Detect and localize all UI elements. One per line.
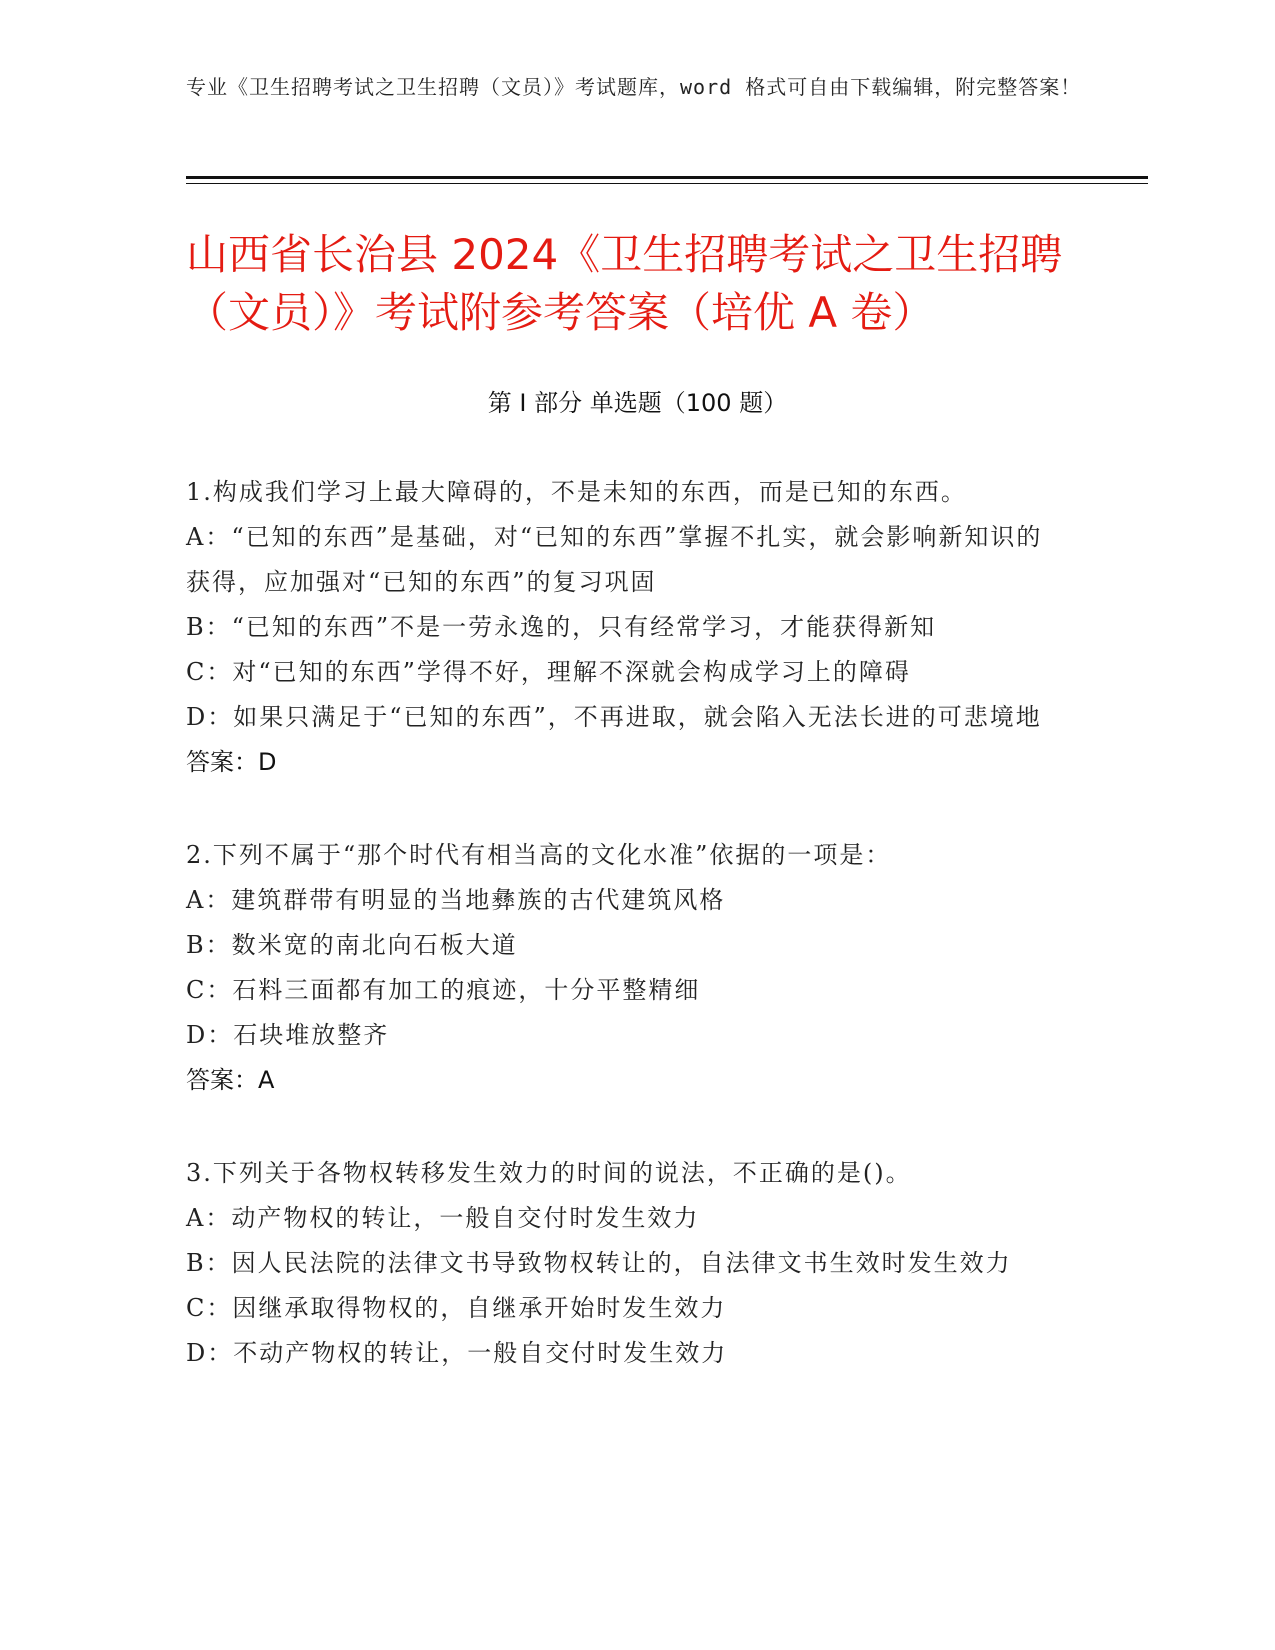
option-d: D：如果只满足于“已知的东西”，不再进取，就会陷入无法长进的可悲境地: [186, 703, 1042, 731]
option-c: C：石料三面都有加工的痕迹，十分平整精细: [186, 976, 701, 1004]
option-d: D：不动产物权的转让，一般自交付时发生效力: [186, 1339, 728, 1367]
header-note: 专业《卫生招聘考试之卫生招聘（文员）》考试题库，word 格式可自由下载编辑，附完整答案！: [186, 75, 1082, 99]
option-a: A：建筑群带有明显的当地彝族的古代建筑风格: [186, 886, 726, 914]
question-stem: 3.下列关于各物权转移发生效力的时间的说法，不正确的是()。: [186, 1159, 912, 1187]
document-title: 山西省长治县 2024《卫生招聘考试之卫生招聘（文员）》考试附参考答案（培优 A 卷）: [186, 230, 1063, 337]
question-1: [186, 470, 1066, 785]
section-title: 第 I 部分 单选题（100 题）: [487, 389, 788, 417]
question-3: [186, 1151, 1066, 1376]
option-b: B：数米宽的南北向石板大道: [186, 931, 518, 959]
header-rule-thin: [186, 183, 1148, 184]
option-c: C：因继承取得物权的，自继承开始时发生效力: [186, 1294, 727, 1322]
question-stem: 1.构成我们学习上最大障碍的，不是未知的东西，而是已知的东西。: [186, 478, 967, 506]
answer-line: 答案：D: [186, 748, 277, 776]
option-b: B：因人民法院的法律文书导致物权转让的，自法律文书生效时发生效力: [186, 1249, 1012, 1277]
question-2: [186, 833, 1066, 1103]
question-list: [186, 470, 1066, 1424]
answer-line: 答案：A: [186, 1066, 275, 1094]
option-a: A：“已知的东西”是基础，对“已知的东西”掌握不扎实，就会影响新知识的获得，应加强对“已知的东西”的复习巩固: [186, 523, 1043, 596]
question-stem: 2.下列不属于“那个时代有相当高的文化水准”依据的一项是：: [186, 841, 892, 869]
option-b: B：“已知的东西”不是一劳永逸的，只有经常学习，才能获得新知: [186, 613, 937, 641]
header-rule-thick: [186, 176, 1148, 179]
option-a: A：动产物权的转让，一般自交付时发生效力: [186, 1204, 700, 1232]
option-d: D：石块堆放整齐: [186, 1021, 390, 1049]
option-c: C：对“已知的东西”学得不好，理解不深就会构成学习上的障碍: [186, 658, 911, 686]
